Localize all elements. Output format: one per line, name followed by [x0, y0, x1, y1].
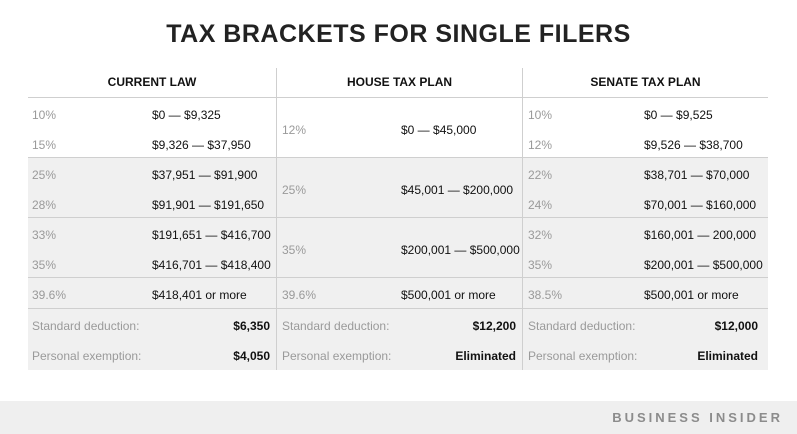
senate-rate: 12% [528, 138, 553, 152]
current-standard-deduction: $6,350 [233, 319, 270, 333]
brand-logo: BUSINESS INSIDER [612, 410, 783, 425]
house-rate: 35% [282, 243, 307, 257]
house-range: $500,001 or more [401, 288, 496, 302]
personal-exemption-label: Personal exemption: [282, 349, 392, 363]
house-range: $0 — $45,000 [401, 123, 477, 137]
senate-personal-exemption: Eliminated [697, 349, 758, 363]
column-divider [276, 68, 277, 370]
current-rate: 39.6% [32, 288, 67, 302]
current-rate: 25% [32, 168, 57, 182]
rule [28, 157, 768, 158]
house-personal-exemption: Eliminated [455, 349, 516, 363]
rule [28, 308, 768, 309]
current-rate: 15% [32, 138, 57, 152]
senate-rate: 35% [528, 258, 553, 272]
house-rate: 39.6% [282, 288, 317, 302]
standard-deduction-label: Standard deduction: [282, 319, 390, 333]
senate-range: $0 — $9,525 [644, 108, 713, 122]
rule [28, 217, 768, 218]
standard-deduction-label: Standard deduction: [32, 319, 140, 333]
standard-deduction-label: Standard deduction: [528, 319, 636, 333]
house-range: $45,001 — $200,000 [401, 183, 514, 197]
personal-exemption-label: Personal exemption: [32, 349, 142, 363]
senate-standard-deduction: $12,000 [714, 319, 758, 333]
senate-range: $9,526 — $38,700 [644, 138, 743, 152]
senate-range: $70,001 — $160,000 [644, 198, 757, 212]
house-range: $200,001 — $500,000 [401, 243, 520, 257]
current-range: $418,401 or more [152, 288, 247, 302]
current-range: $91,901 — $191,650 [152, 198, 265, 212]
senate-rate: 10% [528, 108, 553, 122]
current-range: $0 — $9,325 [152, 108, 221, 122]
current-rate: 35% [32, 258, 57, 272]
senate-range: $500,001 or more [644, 288, 739, 302]
current-range: $191,651 — $416,700 [152, 228, 271, 242]
house-rate: 25% [282, 183, 307, 197]
senate-rate: 32% [528, 228, 553, 242]
senate-range: $200,001 — $500,000 [644, 258, 763, 272]
current-range: $9,326 — $37,950 [152, 138, 251, 152]
senate-rate: 38.5% [528, 288, 563, 302]
senate-rate: 22% [528, 168, 553, 182]
house-rate: 12% [282, 123, 307, 137]
current-rate: 33% [32, 228, 57, 242]
header-house-plan: HOUSE TAX PLAN [346, 75, 453, 89]
house-standard-deduction: $12,200 [472, 319, 516, 333]
rule [28, 277, 768, 278]
current-range: $37,951 — $91,900 [152, 168, 258, 182]
current-personal-exemption: $4,050 [233, 349, 270, 363]
personal-exemption-label: Personal exemption: [528, 349, 638, 363]
header-senate-plan: SENATE TAX PLAN [590, 75, 701, 89]
rule [28, 97, 768, 98]
page-title: TAX BRACKETS FOR SINGLE FILERS [166, 20, 631, 48]
senate-rate: 24% [528, 198, 553, 212]
senate-range: $160,001 — 200,000 [644, 228, 757, 242]
current-range: $416,701 — $418,400 [152, 258, 271, 272]
current-rate: 10% [32, 108, 57, 122]
header-current-law: CURRENT LAW [107, 75, 197, 89]
current-rate: 28% [32, 198, 57, 212]
senate-range: $38,701 — $70,000 [644, 168, 750, 182]
tax-brackets-table [28, 68, 768, 370]
column-divider [522, 68, 523, 370]
